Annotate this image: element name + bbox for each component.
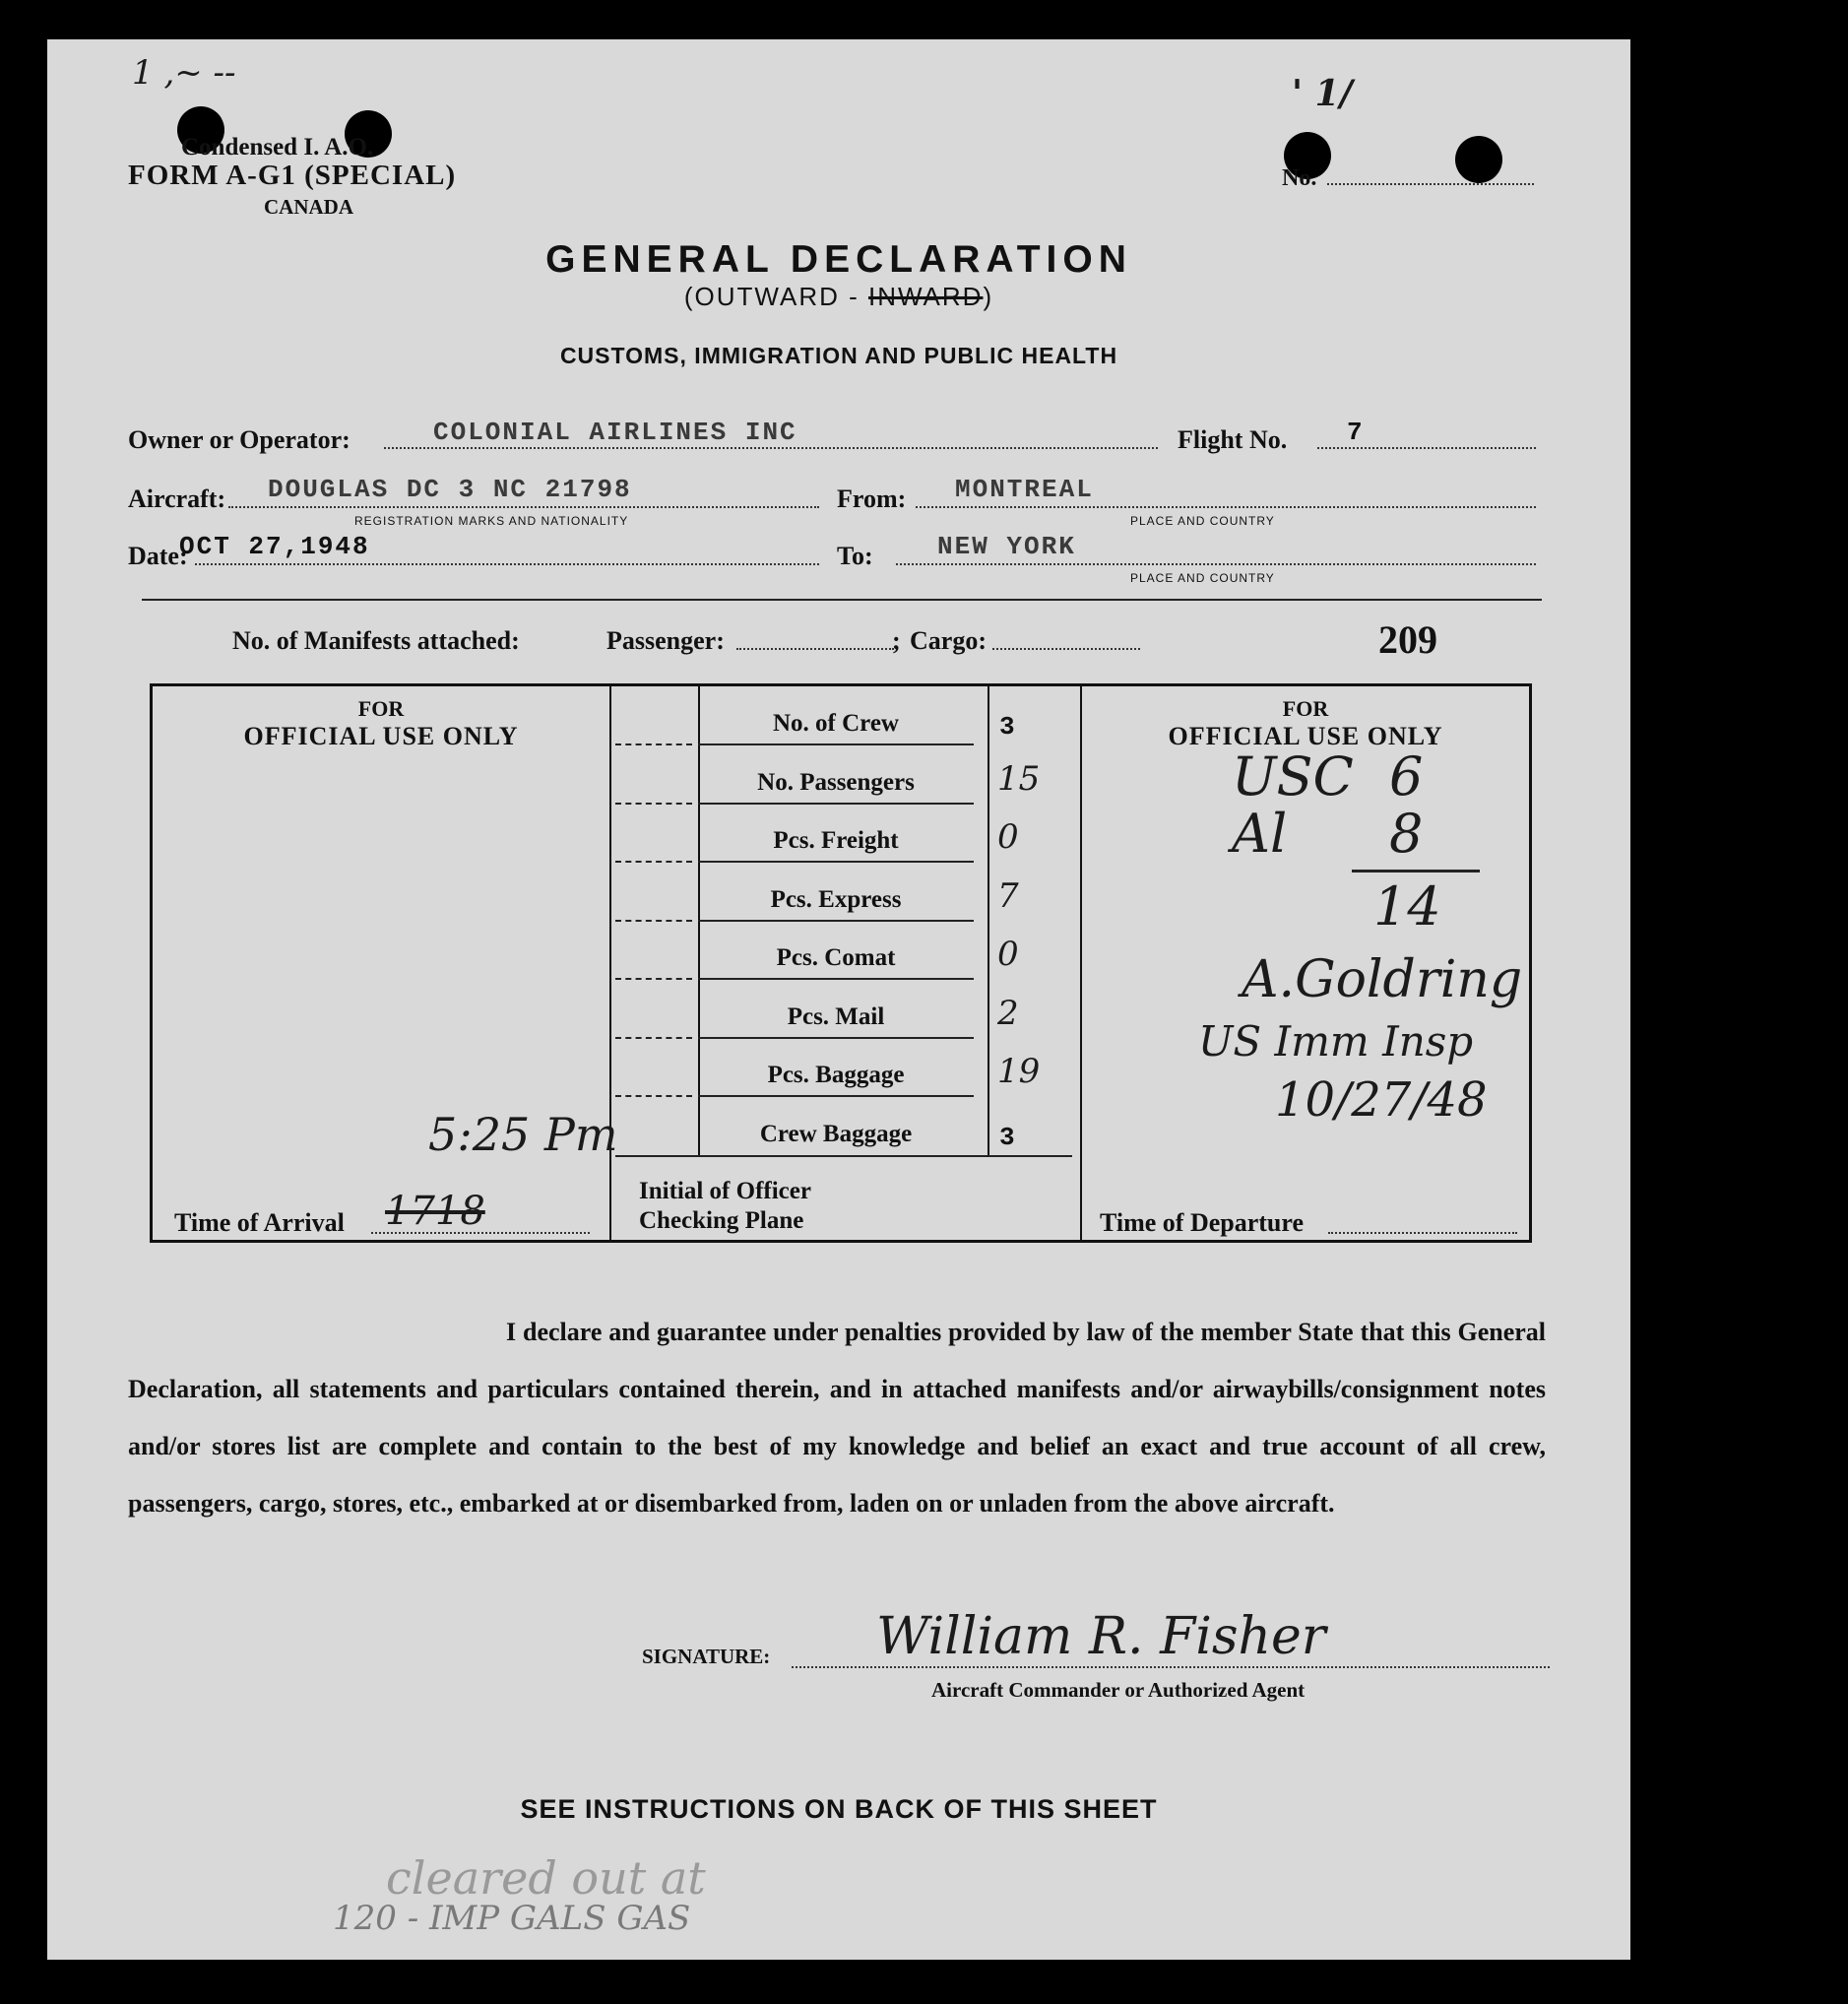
page-title: GENERAL DECLARATION <box>545 238 1132 281</box>
count-row-value: 2 <box>997 993 1019 1033</box>
officer-title: US Imm Insp <box>1198 1017 1474 1066</box>
page-subtitle: CUSTOMS, IMMIGRATION AND PUBLIC HEALTH <box>559 343 1118 368</box>
punch-hole <box>1455 136 1502 183</box>
commander-signature: William R. Fisher <box>876 1607 1326 1666</box>
flight-number-value: 7 <box>1347 418 1365 447</box>
right-official-label: OFFICIAL USE ONLY <box>1168 722 1443 750</box>
count-row-line <box>698 743 974 745</box>
check-dash <box>615 803 692 805</box>
date-label: Date: <box>128 542 188 570</box>
direction-close: ) <box>983 282 994 311</box>
number-label: No. <box>1282 165 1317 191</box>
cargo-manifest-label: Cargo: <box>910 626 987 655</box>
signature-caption: Aircraft Commander or Authorized Agent <box>931 1678 1306 1702</box>
date-value: OCT 27,1948 <box>179 532 370 561</box>
count-row-label: Crew Baggage <box>759 1120 913 1147</box>
officer-signature: A.Goldring <box>1242 950 1523 1009</box>
date-field-line <box>195 563 819 565</box>
count-row-value: 3 <box>999 1122 1015 1152</box>
aircraft-value: DOUGLAS DC 3 NC 21798 <box>268 475 632 504</box>
time-of-departure-label: Time of Departure <box>1100 1208 1304 1237</box>
official-note-usc: USC <box>1232 745 1354 808</box>
declaration-paragraph <box>128 1304 1546 1532</box>
passenger-manifest-field <box>736 648 894 650</box>
official-note-al: Al <box>1232 803 1288 865</box>
count-row-label: Pcs. Baggage <box>767 1062 905 1088</box>
condensed-line: Condensed I. A.O. <box>181 134 374 161</box>
check-dash <box>615 743 692 745</box>
form-number: FORM A-G1 (SPECIAL) <box>128 160 457 191</box>
count-row-label: Pcs. Freight <box>773 827 899 854</box>
left-official-label: OFFICIAL USE ONLY <box>243 722 519 750</box>
signature-label: SIGNATURE: <box>642 1645 771 1668</box>
scribble-top-right: ' 1/ <box>1292 73 1353 114</box>
check-dash <box>615 861 692 863</box>
time-of-departure-field <box>1328 1232 1517 1234</box>
flight-number-field-line <box>1317 447 1536 449</box>
count-row-line <box>698 861 974 863</box>
faint-note-line1: cleared out at <box>386 1851 706 1905</box>
arrival-handwritten-time: 5:25 Pm <box>428 1108 618 1161</box>
owner-field-line <box>384 447 1158 449</box>
from-label: From: <box>837 485 907 513</box>
official-note-al-count: 8 <box>1389 803 1424 865</box>
count-row-value: 7 <box>997 875 1019 916</box>
owner-label: Owner or Operator: <box>128 425 350 454</box>
count-row-line <box>698 978 974 980</box>
cargo-manifest-field <box>992 648 1140 650</box>
count-row-line <box>698 1095 974 1097</box>
count-row-line <box>698 920 974 922</box>
count-row-label: No. Passengers <box>757 768 915 796</box>
number-field <box>1327 183 1534 185</box>
direction-inward-struck: INWARD <box>867 282 984 311</box>
official-note-sum-line <box>1352 870 1480 873</box>
count-row-label: Pcs. Express <box>770 885 902 913</box>
faint-note-line2: 120 - IMP GALS GAS <box>333 1899 691 1938</box>
flight-number-label: Flight No. <box>1178 425 1288 454</box>
official-use-table <box>150 683 1532 1243</box>
scribble-top-left: 1 ,~ -- <box>132 53 236 93</box>
check-dash <box>615 920 692 922</box>
from-caption: PLACE AND COUNTRY <box>1130 514 1275 528</box>
instructions-note: SEE INSTRUCTIONS ON BACK OF THIS SHEET <box>520 1794 1158 1824</box>
initial-of-officer-line1: Initial of Officer <box>639 1178 811 1204</box>
check-dash <box>615 1095 692 1097</box>
right-official-heading <box>1082 696 1529 751</box>
time-of-arrival-label: Time of Arrival <box>174 1208 345 1237</box>
aircraft-label: Aircraft: <box>128 485 226 513</box>
count-row-label: Pcs. Mail <box>787 1002 885 1030</box>
initial-of-officer-line2: Checking Plane <box>639 1207 804 1234</box>
aircraft-field-line <box>228 506 819 508</box>
right-for-label: FOR <box>1282 696 1329 721</box>
count-row-value: 3 <box>999 712 1015 742</box>
row-underline <box>615 1155 1072 1157</box>
declaration-form <box>47 39 1630 1960</box>
initial-of-officer <box>639 1177 811 1236</box>
manifests-label: No. of Manifests attached: <box>232 626 520 655</box>
to-value: NEW YORK <box>937 532 1076 561</box>
column-divider <box>988 686 989 1157</box>
direction-outward: (OUTWARD - <box>683 282 868 311</box>
count-row-value: 0 <box>997 817 1019 857</box>
form-serial-number: 209 <box>1378 617 1437 662</box>
manifest-separator: ; <box>892 626 901 655</box>
count-row-line <box>698 1037 974 1039</box>
count-row-line <box>698 803 974 805</box>
signature-field <box>792 1666 1550 1668</box>
count-row-value: 0 <box>997 935 1019 974</box>
check-dash <box>615 978 692 980</box>
section-divider <box>142 599 1542 601</box>
official-note-total: 14 <box>1373 875 1441 937</box>
time-of-arrival-value: 1718 <box>385 1189 485 1234</box>
count-row-value: 19 <box>997 1052 1041 1091</box>
to-caption: PLACE AND COUNTRY <box>1130 571 1275 585</box>
from-field-line <box>916 506 1536 508</box>
declaration-text: I declare and guarantee under penalties provided by law of the member State that this General Declaration, all statements and particulars contained therein, and in attached manifests and/or airwaybills/consignment notes and/or stores list are complete and contain to the best of my knowledge and belief an exact and true account of all crew, passengers, cargo, stores, etc., embarked at or disembarked from, laden on or unladen from the above aircraft. <box>128 1318 1546 1518</box>
passenger-manifest-label: Passenger: <box>606 626 725 655</box>
to-label: To: <box>837 542 873 570</box>
left-for-label: FOR <box>357 696 405 721</box>
official-note-usc-count: 6 <box>1389 745 1424 808</box>
direction-line <box>47 282 1630 312</box>
check-dash <box>615 1037 692 1039</box>
count-row-value: 15 <box>997 758 1041 799</box>
country-label: CANADA <box>264 195 353 219</box>
count-rows <box>698 686 988 1157</box>
count-values <box>991 686 1078 1157</box>
aircraft-caption: REGISTRATION MARKS AND NATIONALITY <box>354 514 629 528</box>
left-official-heading <box>153 696 609 751</box>
column-divider <box>1080 686 1082 1240</box>
to-field-line <box>896 563 1536 565</box>
from-value: MONTREAL <box>955 475 1094 504</box>
officer-date: 10/27/48 <box>1275 1072 1488 1128</box>
check-dashes <box>615 686 694 1157</box>
count-row-label: Pcs. Comat <box>776 944 896 971</box>
count-row-label: No. of Crew <box>773 710 899 737</box>
owner-value: COLONIAL AIRLINES INC <box>433 418 797 447</box>
